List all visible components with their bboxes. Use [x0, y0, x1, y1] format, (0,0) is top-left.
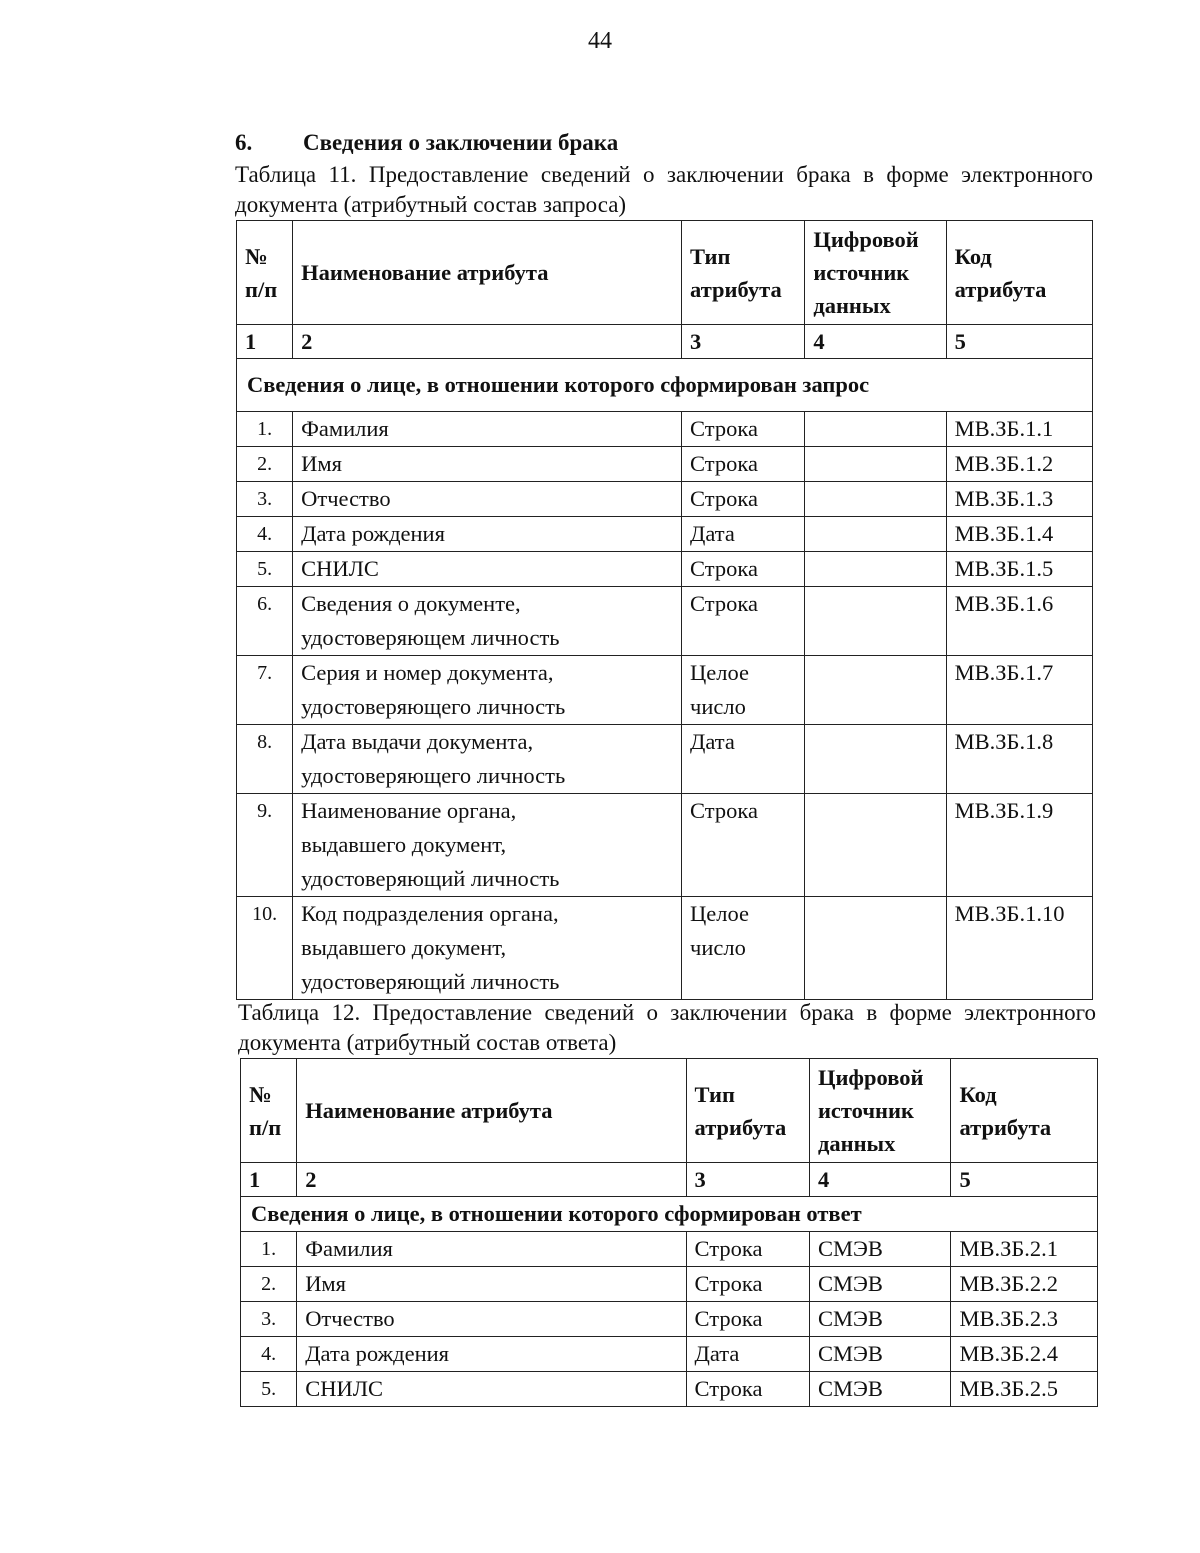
attribute-type: Дата	[682, 517, 805, 552]
column-index: 2	[297, 1163, 686, 1197]
table-row	[241, 1337, 1098, 1372]
attribute-name: Дата рождения	[293, 517, 682, 552]
row-number: 7.	[237, 656, 293, 725]
row-number: 1.	[241, 1232, 297, 1267]
table-12-caption: Таблица 12. Предоставление сведений о заключении брака в форме электронного документа (атрибутный состав ответа)	[238, 1000, 1096, 1055]
attribute-code: МВ.ЗБ.1.9	[946, 794, 1092, 897]
attribute-type: Строка	[682, 552, 805, 587]
attribute-name: Серия и номер документа, удостоверяющего личность	[293, 656, 682, 725]
table-row	[237, 587, 1093, 656]
header-attribute-name: Наименование атрибута	[293, 221, 682, 325]
data-source	[805, 412, 946, 447]
attribute-type: Строка	[682, 587, 805, 656]
data-source	[805, 587, 946, 656]
attribute-name: Имя	[297, 1267, 686, 1302]
attribute-name: Отчество	[297, 1302, 686, 1337]
attribute-name: Сведения о документе, удостоверяющем личность	[293, 587, 682, 656]
attribute-code: МВ.ЗБ.1.6	[946, 587, 1092, 656]
table-12-header-row	[241, 1059, 1098, 1163]
column-index: 2	[293, 325, 682, 359]
group-row	[237, 359, 1093, 412]
column-index: 5	[946, 325, 1092, 359]
data-source	[805, 552, 946, 587]
attribute-type: Целое число	[682, 897, 805, 1000]
attribute-code: МВ.ЗБ.1.4	[946, 517, 1092, 552]
section-title: Сведения о заключении брака	[303, 130, 619, 155]
header-data-source: Цифровой источник данных	[809, 1059, 950, 1163]
column-index: 1	[237, 325, 293, 359]
table-row	[237, 725, 1093, 794]
group-title: Сведения о лице, в отношении которого сформирован запрос	[237, 359, 1093, 412]
row-number: 1.	[237, 412, 293, 447]
table-row	[237, 552, 1093, 587]
section-heading	[235, 130, 618, 156]
attribute-name: Дата выдачи документа, удостоверяющего личность	[293, 725, 682, 794]
attribute-name: СНИЛС	[293, 552, 682, 587]
table-12-body	[241, 1163, 1098, 1407]
row-number: 5.	[237, 552, 293, 587]
table-row	[241, 1302, 1098, 1337]
table-row	[237, 897, 1093, 1000]
row-number: 6.	[237, 587, 293, 656]
header-attribute-code: Код атрибута	[951, 1059, 1098, 1163]
attribute-type: Целое число	[682, 656, 805, 725]
row-number: 3.	[241, 1302, 297, 1337]
header-attribute-type: Тип атрибута	[682, 221, 805, 325]
attribute-name: Дата рождения	[297, 1337, 686, 1372]
row-number: 8.	[237, 725, 293, 794]
data-source: СМЭВ	[809, 1302, 950, 1337]
attribute-type: Строка	[682, 412, 805, 447]
attribute-code: МВ.ЗБ.2.2	[951, 1267, 1098, 1302]
attribute-code: МВ.ЗБ.1.5	[946, 552, 1092, 587]
table-row	[237, 517, 1093, 552]
attribute-name: Фамилия	[293, 412, 682, 447]
data-source	[805, 897, 946, 1000]
table-row	[237, 447, 1093, 482]
attribute-code: МВ.ЗБ.2.1	[951, 1232, 1098, 1267]
attribute-type: Строка	[682, 482, 805, 517]
header-attribute-code: Код атрибута	[946, 221, 1092, 325]
attribute-name: Код подразделения органа, выдавшего документ, удостоверяющий личность	[293, 897, 682, 1000]
attribute-type: Дата	[682, 725, 805, 794]
data-source: СМЭВ	[809, 1337, 950, 1372]
column-index-row	[237, 325, 1093, 359]
group-title: Сведения о лице, в отношении которого сформирован ответ	[241, 1197, 1098, 1232]
table-row	[237, 412, 1093, 447]
attribute-type: Строка	[682, 447, 805, 482]
row-number: 9.	[237, 794, 293, 897]
data-source	[805, 482, 946, 517]
row-number: 4.	[241, 1337, 297, 1372]
attribute-name: Наименование органа, выдавшего документ, удостоверяющий личность	[293, 794, 682, 897]
attribute-type: Дата	[686, 1337, 809, 1372]
data-source: СМЭВ	[809, 1267, 950, 1302]
column-index: 3	[682, 325, 805, 359]
attribute-name: Имя	[293, 447, 682, 482]
column-index: 4	[805, 325, 946, 359]
attribute-code: МВ.ЗБ.1.2	[946, 447, 1092, 482]
header-number: № п/п	[237, 221, 293, 325]
data-source	[805, 656, 946, 725]
table-row	[237, 482, 1093, 517]
data-source	[805, 517, 946, 552]
attribute-type: Строка	[686, 1302, 809, 1337]
table-row	[237, 656, 1093, 725]
table-11	[236, 220, 1093, 1000]
row-number: 2.	[237, 447, 293, 482]
table-row	[237, 794, 1093, 897]
column-index-row	[241, 1163, 1098, 1197]
attribute-type: Строка	[682, 794, 805, 897]
row-number: 5.	[241, 1372, 297, 1407]
header-attribute-name: Наименование атрибута	[297, 1059, 686, 1163]
attribute-code: МВ.ЗБ.2.3	[951, 1302, 1098, 1337]
attribute-code: МВ.ЗБ.1.10	[946, 897, 1092, 1000]
attribute-code: МВ.ЗБ.1.3	[946, 482, 1092, 517]
data-source: СМЭВ	[809, 1372, 950, 1407]
header-data-source: Цифровой источник данных	[805, 221, 946, 325]
table-row	[241, 1232, 1098, 1267]
attribute-name: Фамилия	[297, 1232, 686, 1267]
table-11-body	[237, 325, 1093, 1000]
header-attribute-type: Тип атрибута	[686, 1059, 809, 1163]
table-row	[241, 1372, 1098, 1407]
attribute-type: Строка	[686, 1372, 809, 1407]
row-number: 10.	[237, 897, 293, 1000]
attribute-name: СНИЛС	[297, 1372, 686, 1407]
attribute-code: МВ.ЗБ.2.4	[951, 1337, 1098, 1372]
row-number: 2.	[241, 1267, 297, 1302]
section-number: 6.	[235, 130, 253, 155]
attribute-type: Строка	[686, 1267, 809, 1302]
attribute-code: МВ.ЗБ.2.5	[951, 1372, 1098, 1407]
row-number: 3.	[237, 482, 293, 517]
data-source	[805, 447, 946, 482]
attribute-name: Отчество	[293, 482, 682, 517]
table-11-caption: Таблица 11. Предоставление сведений о заключении брака в форме электронного документа (атрибутный состав запроса)	[235, 162, 1093, 217]
row-number: 4.	[237, 517, 293, 552]
column-index: 5	[951, 1163, 1098, 1197]
group-row	[241, 1197, 1098, 1232]
attribute-code: МВ.ЗБ.1.7	[946, 656, 1092, 725]
table-11-header-row	[237, 221, 1093, 325]
data-source	[805, 725, 946, 794]
column-index: 3	[686, 1163, 809, 1197]
header-number: № п/п	[241, 1059, 297, 1163]
column-index: 4	[809, 1163, 950, 1197]
page-number: 44	[588, 28, 612, 54]
column-index: 1	[241, 1163, 297, 1197]
table-12	[240, 1058, 1098, 1407]
attribute-code: МВ.ЗБ.1.1	[946, 412, 1092, 447]
attribute-type: Строка	[686, 1232, 809, 1267]
attribute-code: МВ.ЗБ.1.8	[946, 725, 1092, 794]
data-source	[805, 794, 946, 897]
table-row	[241, 1267, 1098, 1302]
data-source: СМЭВ	[809, 1232, 950, 1267]
